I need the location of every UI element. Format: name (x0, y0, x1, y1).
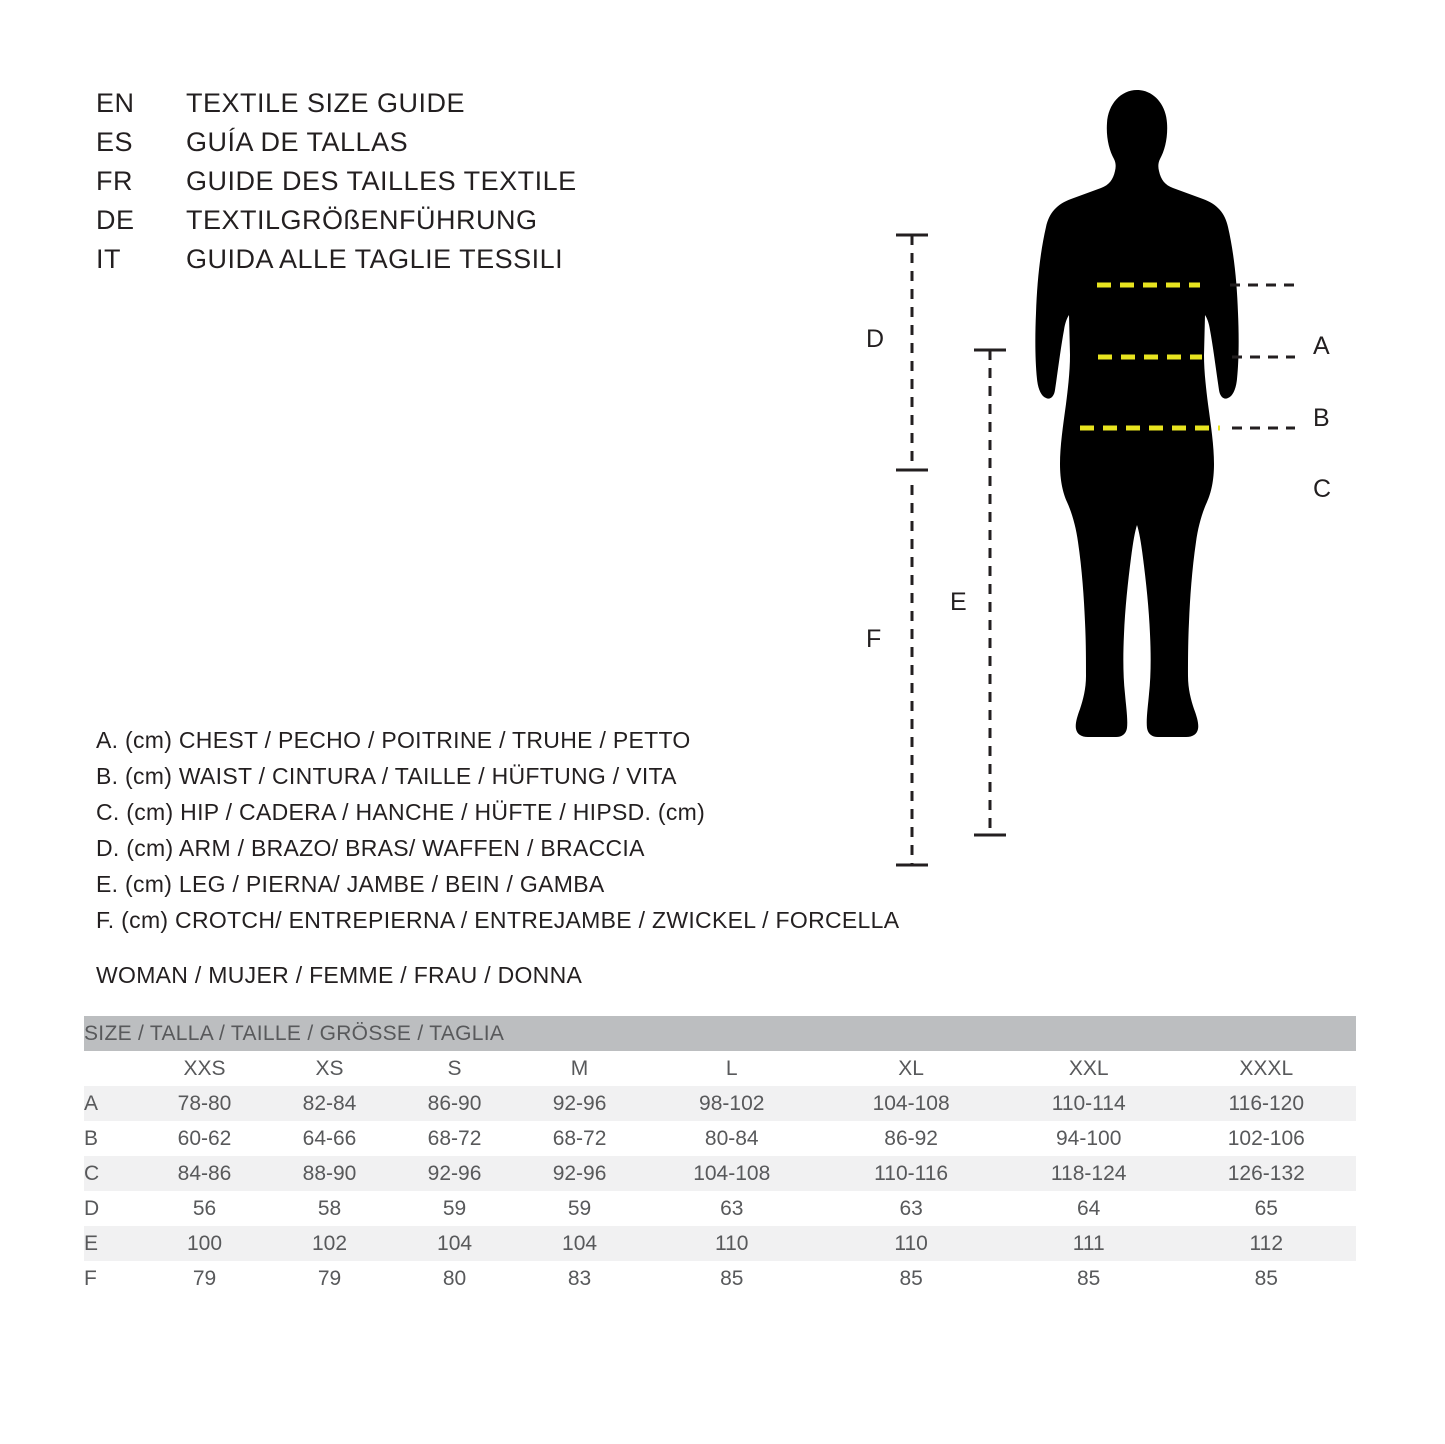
callout-label-c: C (1313, 475, 1332, 503)
language-code: DE (96, 205, 135, 235)
cell: 60-62 (142, 1121, 267, 1156)
cell: 116-120 (1177, 1086, 1356, 1121)
table-header-cell-xl: XL (821, 1051, 1000, 1086)
table-row (84, 1121, 1356, 1156)
cell: 68-72 (517, 1121, 642, 1156)
table-header-row (84, 1051, 1356, 1086)
arm-bracket-d (896, 235, 928, 470)
cell: 59 (392, 1191, 517, 1226)
row-label-e: E (84, 1226, 142, 1261)
silhouette-shape (1035, 90, 1238, 737)
cell: 63 (821, 1191, 1000, 1226)
cell: 80 (392, 1261, 517, 1296)
cell: 85 (642, 1261, 821, 1296)
cell: 110 (642, 1226, 821, 1261)
cell: 92-96 (517, 1086, 642, 1121)
legend-item-c: C. (cm) HIP / CADERA / HANCHE / HÜFTE / HIPSD. (cm) (96, 799, 706, 825)
cell: 85 (1177, 1261, 1356, 1296)
cell: 65 (1177, 1191, 1356, 1226)
cell: 104 (392, 1226, 517, 1261)
callout-label-b: B (1313, 404, 1330, 432)
cell: 118-124 (1001, 1156, 1177, 1191)
table-header-cell-xxxl: XXXL (1177, 1051, 1356, 1086)
cell: 63 (642, 1191, 821, 1226)
row-label-a: A (84, 1086, 142, 1121)
language-row (96, 244, 716, 283)
row-label-d: D (84, 1191, 142, 1226)
cell: 79 (142, 1261, 267, 1296)
language-title: GUÍA DE TALLAS (186, 127, 409, 157)
language-code: ES (96, 127, 134, 157)
legend-item-d: D. (cm) ARM / BRAZO/ BRAS/ WAFFEN / BRACCIA (96, 835, 645, 861)
table-header-cell-l: L (642, 1051, 821, 1086)
language-row (96, 205, 716, 244)
cell: 92-96 (517, 1156, 642, 1191)
table-header-cell (84, 1051, 142, 1086)
cell: 64 (1001, 1191, 1177, 1226)
cell: 85 (1001, 1261, 1177, 1296)
language-row (96, 127, 716, 166)
cell: 100 (142, 1226, 267, 1261)
callout-label-a: A (1313, 332, 1330, 360)
language-title: TEXTILE SIZE GUIDE (186, 88, 466, 118)
language-header-block (96, 88, 716, 283)
bracket-label-f: F (866, 625, 882, 653)
leg-bracket-e (974, 350, 1006, 835)
cell: 110 (821, 1226, 1000, 1261)
cell: 86-92 (821, 1121, 1000, 1156)
legend-item-b: B. (cm) WAIST / CINTURA / TAILLE / HÜFTUNG / VITA (96, 763, 677, 789)
table-row (84, 1086, 1356, 1121)
cell: 102 (267, 1226, 392, 1261)
language-title: GUIDE DES TAILLES TEXTILE (186, 166, 577, 196)
cell: 112 (1177, 1226, 1356, 1261)
table-header-cell-m: M (517, 1051, 642, 1086)
cell: 68-72 (392, 1121, 517, 1156)
cell: 110-114 (1001, 1086, 1177, 1121)
table-header-cell-xxl: XXL (1001, 1051, 1177, 1086)
language-code: IT (96, 244, 121, 274)
language-row (96, 88, 716, 127)
language-code: EN (96, 88, 135, 118)
table-title: SIZE / TALLA / TAILLE / GRÖSSE / TAGLIA (84, 1016, 1356, 1051)
bracket-label-e: E (950, 588, 967, 616)
cell: 85 (821, 1261, 1000, 1296)
cell: 83 (517, 1261, 642, 1296)
language-title: TEXTILGRÖßENFÜHRUNG (186, 205, 538, 235)
cell: 88-90 (267, 1156, 392, 1191)
cell: 98-102 (642, 1086, 821, 1121)
cell: 79 (267, 1261, 392, 1296)
language-row (96, 166, 716, 205)
cell: 104-108 (821, 1086, 1000, 1121)
section-title-woman: WOMAN / MUJER / FEMME / FRAU / DONNA (96, 962, 583, 988)
cell: 84-86 (142, 1156, 267, 1191)
table-header-cell-xxs: XXS (142, 1051, 267, 1086)
cell: 64-66 (267, 1121, 392, 1156)
table-row (84, 1191, 1356, 1226)
cell: 80-84 (642, 1121, 821, 1156)
cell: 126-132 (1177, 1156, 1356, 1191)
cell: 82-84 (267, 1086, 392, 1121)
size-table (84, 1016, 1356, 1296)
table-row (84, 1226, 1356, 1261)
cell: 58 (267, 1191, 392, 1226)
cell: 94-100 (1001, 1121, 1177, 1156)
cell: 86-90 (392, 1086, 517, 1121)
legend-item-e: E. (cm) LEG / PIERNA/ JAMBE / BEIN / GAMBA (96, 871, 605, 897)
cell: 110-116 (821, 1156, 1000, 1191)
cell: 102-106 (1177, 1121, 1356, 1156)
row-label-c: C (84, 1156, 142, 1191)
measurement-legend (96, 722, 926, 938)
table-row (84, 1156, 1356, 1191)
row-label-f: F (84, 1261, 142, 1296)
legend-item-f: F. (cm) CROTCH/ ENTREPIERNA / ENTREJAMBE / ZWICKEL / FORCELLA (96, 907, 900, 933)
language-code: FR (96, 166, 133, 196)
table-title-row (84, 1016, 1356, 1051)
cell: 104-108 (642, 1156, 821, 1191)
table-header-cell-xs: XS (267, 1051, 392, 1086)
cell: 56 (142, 1191, 267, 1226)
bracket-label-d: D (866, 325, 885, 353)
cell: 78-80 (142, 1086, 267, 1121)
cell: 111 (1001, 1226, 1177, 1261)
row-label-b: B (84, 1121, 142, 1156)
cell: 104 (517, 1226, 642, 1261)
cell: 59 (517, 1191, 642, 1226)
table-header-cell-s: S (392, 1051, 517, 1086)
table-row (84, 1261, 1356, 1296)
language-title: GUIDA ALLE TAGLIE TESSILI (186, 244, 564, 274)
legend-item-a: A. (cm) CHEST / PECHO / POITRINE / TRUHE / PETTO (96, 727, 691, 753)
cell: 92-96 (392, 1156, 517, 1191)
